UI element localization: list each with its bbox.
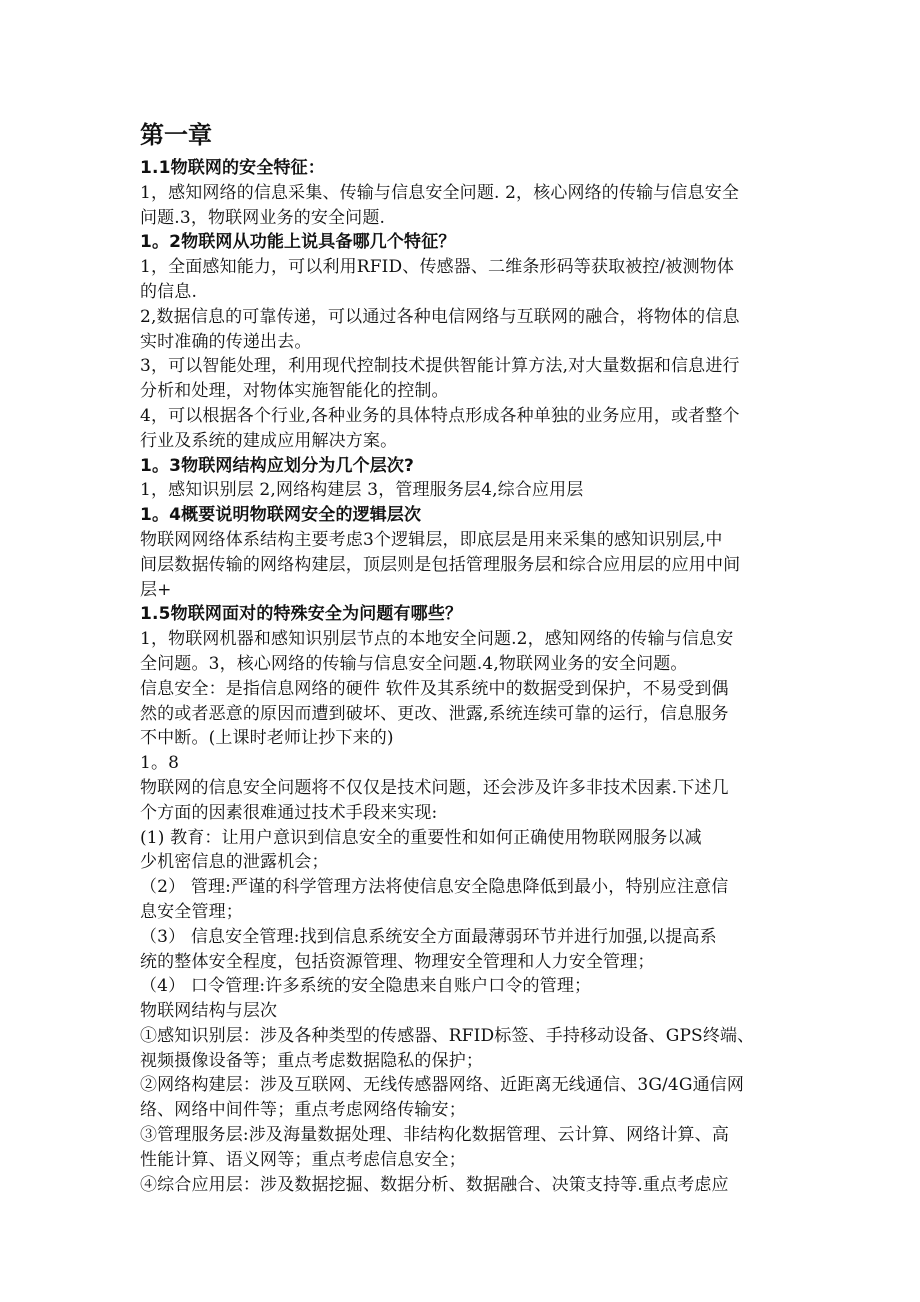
text-line: 不中断。(上课时老师让抄下来的) <box>140 728 394 749</box>
text-line: 性能计算、语义网等；重点考虑信息安全； <box>140 1149 466 1170</box>
text-lines <box>140 156 790 1197</box>
text-line: ④综合应用层：涉及数据挖掘、数据分析、数据融合、决策支持等.重点考虑应 <box>140 1174 729 1195</box>
text-line: 个方面的因素很难通过技术手段来实现: <box>140 802 438 823</box>
text-line: 然的或者恶意的原因而遭到破坏、更改、泄露,系统连续可靠的运行，信息服务 <box>140 703 729 724</box>
text-line: （2） 管理:严谨的科学管理方法将使信息安全隐患降低到最小，特别应注意信 <box>140 877 729 898</box>
text-line: 少机密信息的泄露机会； <box>140 852 329 873</box>
text-line: 1，感知网络的信息采集、传输与信息安全问题. 2，核心网络的传输与信息安全 <box>140 182 739 203</box>
text-line: 行业及系统的建成应用解决方案。 <box>140 430 398 451</box>
text-line: 息安全管理； <box>140 901 243 922</box>
text-line: 间层数据传输的网络构建层，顶层则是包括管理服务层和综合应用层的应用中间 <box>140 554 741 575</box>
text-line: （3） 信息安全管理:找到信息系统安全方面最薄弱环节并进行加强,以提高系 <box>140 926 717 947</box>
text-line: 实时准确的传递出去。 <box>140 331 312 352</box>
text-line: 1。8 <box>140 753 180 774</box>
text-line: 络、网络中间件等；重点考虑网络传输安； <box>140 1100 466 1121</box>
text-line: (1) 教育：让用户意识到信息安全的重要性和如何正确使用物联网服务以减 <box>140 827 702 848</box>
text-line: 1，全面感知能力，可以利用RFID、传感器、二维条形码等获取被控/被测物体 <box>140 257 735 278</box>
text-line: 统的整体安全程度，包括资源管理、物理安全管理和人力安全管理； <box>140 951 655 972</box>
text-line: （4） 口令管理:许多系统的安全隐患来自账户口令的管理； <box>140 976 592 997</box>
text-line: ②网络构建层：涉及互联网、无线传感器网络、近距离无线通信、3G/4G通信网 <box>140 1075 745 1096</box>
text-line: 1，感知识别层 2,网络构建层 3，管理服务层4,综合应用层 <box>140 480 584 501</box>
text-line: 视频摄像设备等；重点考虑数据隐私的保护； <box>140 1050 483 1071</box>
text-line: 2,数据信息的可靠传递，可以通过各种电信网络与互联网的融合，将物体的信息 <box>140 306 740 327</box>
section-heading: 1。3物联网结构应划分为几个层次? <box>140 455 415 476</box>
text-line: 物联网网络体系结构主要考虑3个逻辑层，即底层是用来采集的感知识别层,中 <box>140 529 723 550</box>
document-body <box>140 118 790 1197</box>
section-heading: 1.5物联网面对的特殊安全为问题有哪些？ <box>140 604 463 625</box>
text-line: 物联网的信息安全问题将不仅仅是技术问题，还会涉及许多非技术因素.下述几 <box>140 777 729 798</box>
text-line: 全问题。3，核心网络的传输与信息安全问题.4,物联网业务的安全问题。 <box>140 653 688 674</box>
text-line: 层+ <box>140 579 172 600</box>
text-line: ③管理服务层:涉及海量数据处理、非结构化数据管理、云计算、网络计算、高 <box>140 1125 729 1146</box>
text-line: ①感知识别层：涉及各种类型的传感器、RFID标签、手持移动设备、GPS终端、 <box>140 1025 755 1046</box>
text-line: 4，可以根据各个行业,各种业务的具体特点形成各种单独的业务应用，或者整个 <box>140 405 740 426</box>
text-line: 物联网结构与层次 <box>140 1001 278 1022</box>
section-heading: 1。4概要说明物联网安全的逻辑层次 <box>140 505 422 526</box>
chapter-title: 第一章 <box>140 121 212 149</box>
text-line: 问题.3，物联网业务的安全问题. <box>140 207 386 228</box>
text-line: 1，物联网机器和感知识别层节点的本地安全问题.2，感知网络的传输与信息安 <box>140 629 734 650</box>
text-line: 信息安全：是指信息网络的硬件 软件及其系统中的数据受到保护，不易受到偶 <box>140 678 729 699</box>
text-line: 分析和处理，对物体实施智能化的控制。 <box>140 381 449 402</box>
text-line: 的信息. <box>140 281 198 302</box>
section-heading: 1。2物联网从功能上说具备哪几个特征？ <box>140 232 456 253</box>
section-heading: 1.1物联网的安全特征： <box>140 158 325 178</box>
text-line: 3，可以智能处理，利用现代控制技术提供智能计算方法,对大量数据和信息进行 <box>140 356 740 377</box>
